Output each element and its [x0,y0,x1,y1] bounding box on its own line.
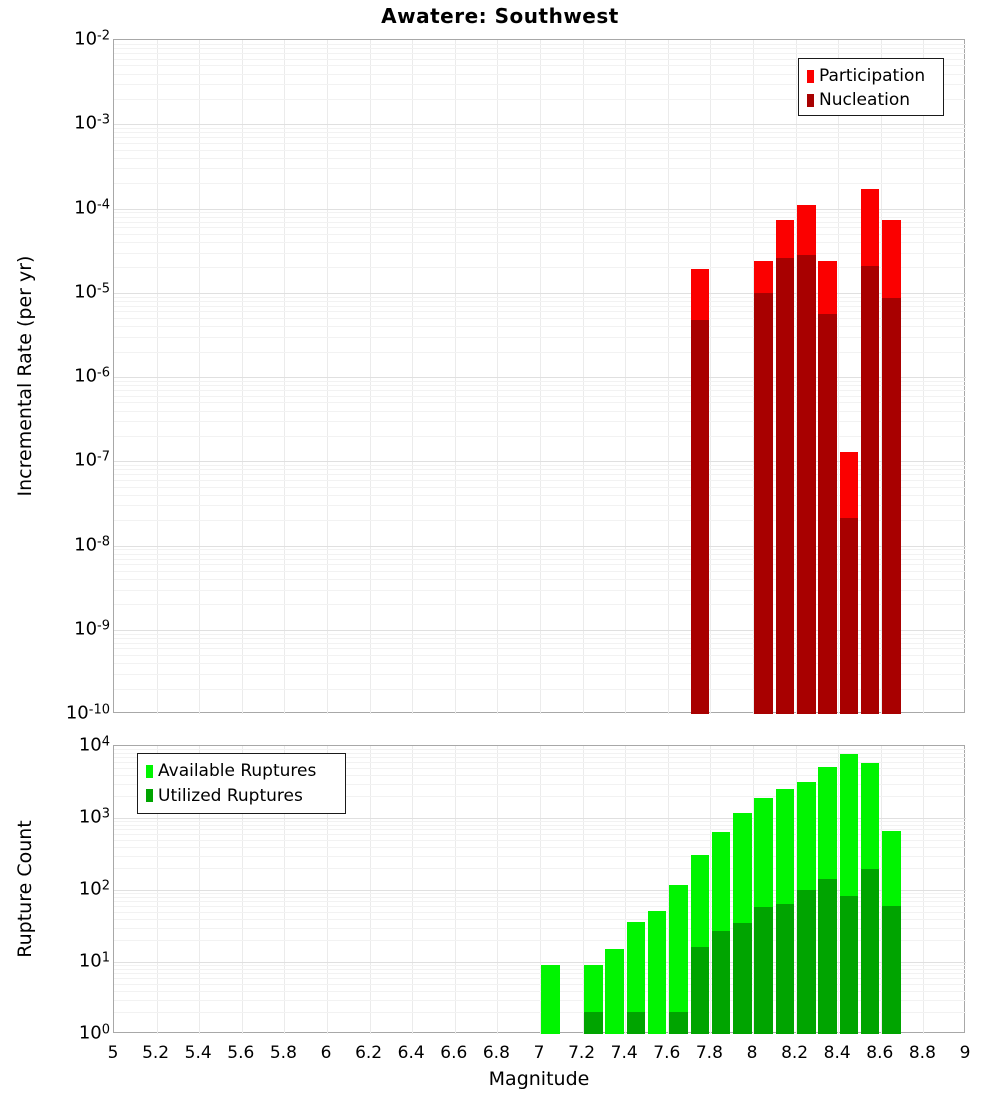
minor-gridline [114,143,966,144]
minor-gridline [114,554,966,555]
minor-gridline [114,158,966,159]
x-tick-label: 7.6 [653,1043,681,1063]
utilized-bar [882,906,901,1035]
x-tick-label: 6.6 [440,1043,468,1063]
legend-item-nucleation [807,88,935,112]
x-tick-label: 5.6 [227,1043,255,1063]
nucleation-swatch-icon [807,94,814,107]
x-tick-label: 6.8 [482,1043,510,1063]
y-tick-label: $10^{-10}$ [65,702,110,724]
minor-gridline [114,253,966,254]
minor-gridline [114,991,966,992]
available-swatch-icon [146,765,153,778]
utilized-bar [797,890,816,1034]
minor-gridline [114,150,966,151]
minor-gridline [114,829,966,830]
minor-gridline [114,928,966,929]
minor-gridline [114,571,966,572]
minor-gridline [114,919,966,920]
y-tick-label: $10^{-3}$ [74,112,110,134]
major-gridline [114,546,966,547]
minor-gridline [114,234,966,235]
x-tick-label: 8.6 [866,1043,894,1063]
minor-gridline [114,906,966,907]
minor-gridline [114,301,966,302]
x-tick-label: 6.2 [355,1043,383,1063]
minor-gridline [114,564,966,565]
minor-gridline [114,1000,966,1001]
minor-gridline [114,655,966,656]
minor-gridline [114,940,966,941]
minor-gridline [114,495,966,496]
minor-gridline [114,267,966,268]
figure-title: Awatere: Southwest [381,4,619,28]
minor-gridline [114,901,966,902]
minor-gridline [114,856,966,857]
minor-gridline [114,436,966,437]
utilized-label: Utilized Ruptures [158,785,303,806]
major-gridline [114,818,966,819]
minor-gridline [114,590,966,591]
nucleation-bar [818,314,837,714]
minor-gridline [114,821,966,822]
available-label: Available Ruptures [158,761,317,782]
minor-gridline [114,897,966,898]
minor-gridline [114,396,966,397]
minor-gridline [114,352,966,353]
minor-gridline [114,297,966,298]
minor-gridline [114,638,966,639]
major-gridline [114,461,966,462]
minor-gridline [114,559,966,560]
y-tick-label: $10^{-4}$ [74,197,110,218]
minor-gridline [114,965,966,966]
minor-gridline [114,549,966,550]
minor-gridline [114,643,966,644]
major-gridline [114,962,966,963]
minor-gridline [114,242,966,243]
utilized-bar [584,1012,603,1034]
x-axis-title: Magnitude [488,1068,590,1090]
minor-gridline [114,137,966,138]
major-gridline [114,890,966,891]
minor-gridline [114,381,966,382]
minor-gridline [114,217,966,218]
minor-gridline [114,840,966,841]
minor-gridline [114,326,966,327]
x-tick-label: 6.4 [397,1043,425,1063]
minor-gridline [114,402,966,403]
y-tick-label: $10^2$ [78,878,110,900]
available-bar [648,911,667,1034]
minor-gridline [114,318,966,319]
minor-gridline [114,973,966,974]
major-gridline [114,377,966,378]
nucleation-bar [861,266,880,714]
minor-gridline [114,520,966,521]
minor-gridline [114,337,966,338]
minor-gridline [114,834,966,835]
rate-axis-title: Incremental Rate (per yr) [14,255,36,497]
minor-gridline [114,648,966,649]
x-tick-label: 7.2 [568,1043,596,1063]
legend-item-participation [807,64,935,88]
x-tick-label: 8.4 [823,1043,851,1063]
utilized-bar [627,1012,646,1034]
y-tick-label: $10^1$ [78,950,110,972]
minor-gridline [114,912,966,913]
legend-item-utilized [146,784,337,808]
minor-gridline [114,579,966,580]
x-tick-label: 5 [107,1043,119,1063]
major-gridline [114,630,966,631]
y-tick-label: $10^{-7}$ [74,449,110,471]
major-gridline [114,124,966,125]
nucleation-bar [840,518,859,714]
minor-gridline [114,227,966,228]
x-tick-label: 8.8 [908,1043,936,1063]
x-tick-label: 6 [320,1043,332,1063]
rate-plot-area [113,39,965,713]
minor-gridline [114,604,966,605]
nucleation-bar [691,320,710,714]
nucleation-bar [797,255,816,714]
utilized-bar [712,931,731,1034]
x-tick-label: 8 [746,1043,758,1063]
minor-gridline [114,505,966,506]
minor-gridline [114,893,966,894]
minor-gridline [114,1012,966,1013]
x-tick-label: 7.8 [695,1043,723,1063]
x-tick-label: 8.2 [781,1043,809,1063]
major-gridline [114,293,966,294]
available-bar [541,965,560,1034]
utilized-bar [776,904,795,1034]
count-legend [137,753,346,814]
utilized-bar [840,896,859,1034]
utilized-bar [691,947,710,1034]
utilized-bar [669,1012,688,1034]
minor-gridline [114,311,966,312]
count-axis-title: Rupture Count [14,820,36,958]
minor-gridline [114,825,966,826]
minor-gridline [114,222,966,223]
minor-gridline [114,44,966,45]
y-tick-label: $10^{-8}$ [74,534,110,555]
x-tick-label: 7.4 [610,1043,638,1063]
minor-gridline [114,411,966,412]
minor-gridline [114,847,966,848]
utilized-bar [733,923,752,1034]
minor-gridline [114,306,966,307]
utilized-bar [754,907,773,1034]
y-tick-label: $10^{-5}$ [74,281,110,303]
minor-gridline [114,48,966,49]
minor-gridline [114,634,966,635]
minor-gridline [114,469,966,470]
utilized-swatch-icon [146,789,153,802]
y-tick-label: $10^{-2}$ [74,28,110,50]
minor-gridline [114,984,966,985]
minor-gridline [114,465,966,466]
x-tick-label: 5.2 [142,1043,170,1063]
utilized-bar [818,879,837,1034]
major-gridline [114,209,966,210]
rate-legend [798,58,944,116]
y-tick-label: $10^{-6}$ [74,365,110,387]
minor-gridline [114,663,966,664]
nucleation-label: Nucleation [819,90,911,110]
minor-gridline [114,868,966,869]
legend-item-available [146,759,337,783]
utilized-bar [861,869,880,1034]
minor-gridline [114,132,966,133]
x-tick-label: 5.4 [184,1043,212,1063]
minor-gridline [114,421,966,422]
minor-gridline [114,969,966,970]
minor-gridline [114,183,966,184]
y-tick-label: $10^{-9}$ [74,618,110,640]
minor-gridline [114,168,966,169]
minor-gridline [114,689,966,690]
x-tick-label: 9 [959,1043,971,1063]
participation-label: Participation [819,66,926,86]
available-bar [605,949,624,1034]
minor-gridline [114,128,966,129]
minor-gridline [114,978,966,979]
x-tick-label: 5.8 [269,1043,297,1063]
participation-swatch-icon [807,70,814,83]
minor-gridline [114,212,966,213]
y-tick-label: $10^4$ [78,734,110,756]
minor-gridline [114,487,966,488]
minor-gridline [114,674,966,675]
minor-gridline [114,749,966,750]
minor-gridline [114,474,966,475]
minor-gridline [114,480,966,481]
nucleation-bar [776,258,795,714]
nucleation-bar [882,298,901,714]
nucleation-bar [754,293,773,714]
y-tick-label: $10^3$ [78,806,110,828]
x-tick-label: 7 [533,1043,545,1063]
minor-gridline [114,390,966,391]
minor-gridline [114,53,966,54]
y-tick-label: $10^0$ [78,1022,110,1044]
minor-gridline [114,385,966,386]
